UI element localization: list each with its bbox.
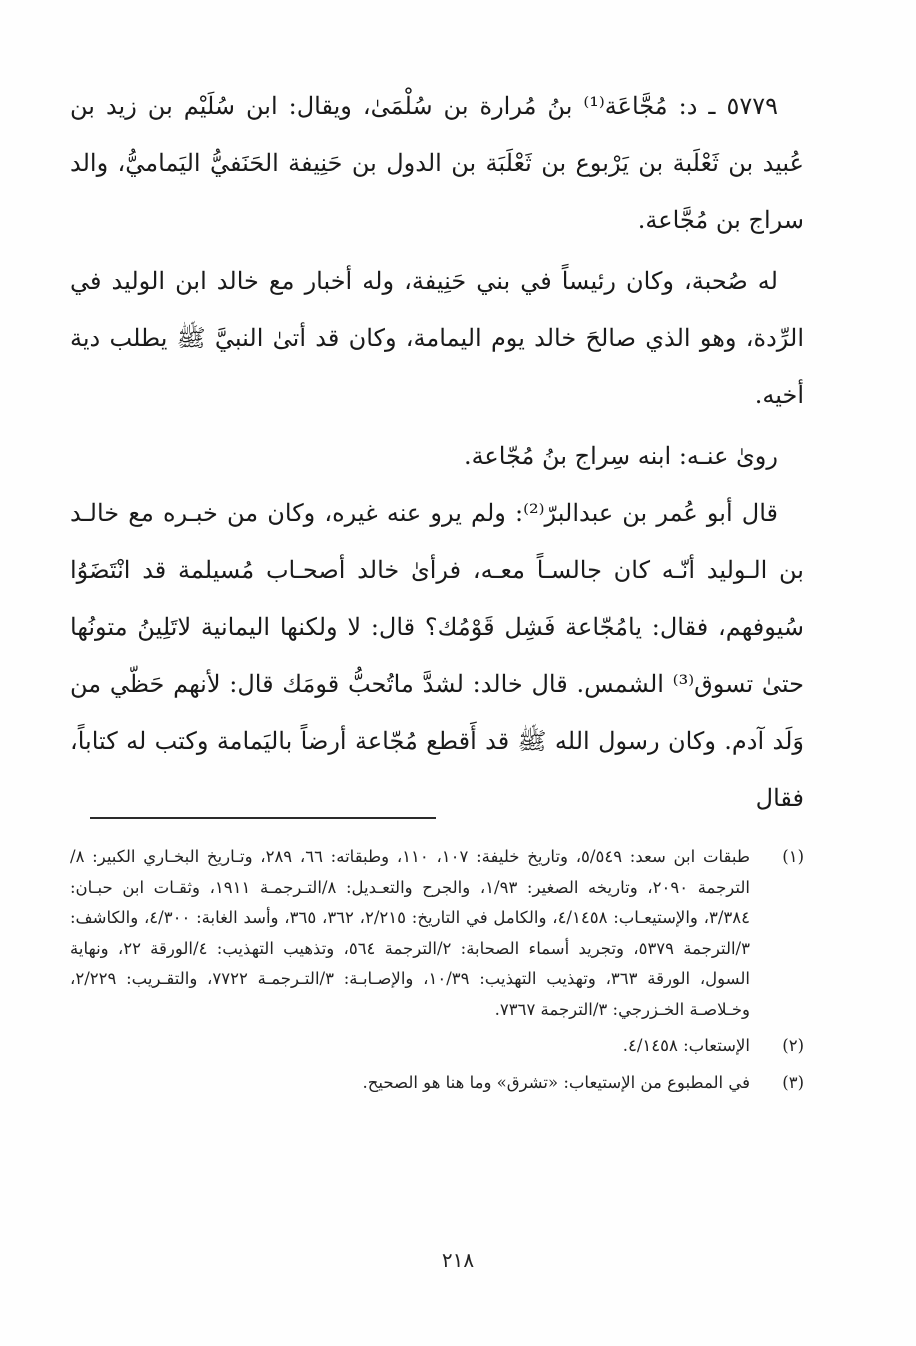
- footnote-2: [70, 1031, 804, 1062]
- footnote-divider: [90, 817, 436, 819]
- quote-paragraph: قال أبو عُمر بن عبدالبرّ⁽²⁾: ولم يرو عنه غيره، وكان من خبـره مع خالـد بن الـوليد أنّـه كان جالسـاً معـه، فرأىٰ خالد أصحـاب مُسيلمة قد انْتَضَوُا سُيوفهم، فقال: يامُجّاعة فَشِل قَوْمُك؟ قال: لا ولكنها اليمانية لاتَلِينُ متونُها حتىٰ تسوق⁽³⁾ الشمس. قال خالد: لشدَّ ماتُحبُّ قومَك قال: لأنهم حَظّي من وَلَد آدم. وكان رسول الله ﷺ قد أَقطع مُجّاعة أرضاً باليَمامة وكتب له كتاباً، فقال: [70, 499, 804, 812]
- footnote-number: (٢): [782, 1036, 804, 1055]
- footnote-1: [70, 842, 804, 1025]
- main-text: [70, 78, 804, 827]
- entry-heading-paragraph: ٥٧٧٩ ـ د: مُجَّاعَة⁽¹⁾ بنُ مُرارة بن سُلْمَىٰ، ويقال: ابن سُلَيْم بن زيد بن عُبيد بن ثَعْلَبة بن يَرْبوع بن ثَعْلَبَة بن الدول بن حَنِيفة الحَنَفيُّ اليَماميُّ، والد سراج بن مُجَّاعة.: [70, 92, 804, 234]
- footnote-text: الإستعاب: ٤/١٤٥٨.: [622, 1036, 750, 1055]
- footnote-3: [70, 1068, 804, 1099]
- narrators-paragraph: روىٰ عنـه: ابنه سِراج بنُ مُجّاعة.: [463, 442, 778, 470]
- footnotes: [70, 842, 804, 1098]
- footnote-text: طبقات ابن سعد: ٥/٥٤٩، وتاريخ خليفة: ١٠٧، ١١٠، وطبقاته: ٦٦، ٢٨٩، وتـاريخ البخـاري الكبير: ٨/الترجمة ٢٠٩٠، وتاريخه الصغير: ١/٩٣، والجرح والتعـديل: ٨/التـرجمـة ١٩١١، وثقـات ابن حبـان: ٣/٣٨٤، والإستيعـاب: ٤/١٤٥٨، والكامل في التاريخ: ٢/٢١٥، ٣٦٢، ٣٦٥، وأسد الغابة: ٤/٣٠٠، والكاشف: ٣/الترجمة ٥٣٧٩، وتجريد أسماء الصحابة: ٢/الترجمة ٥٦٤، وتذهيب التهذيب: ٤/الورقة ٢٢، ونهاية السول، الورقة ٣٦٣، وتهذيب التهذيب: ١٠/٣٩، والإصـابـة: ٣/التـرجمـة ٧٧٢٢، والتقـريب: ٢/٢٢٩، وخـلاصـة الخـزرجي: ٣/الترجمة ٧٣٦٧.: [70, 847, 750, 1019]
- footnote-number: (٣): [782, 1072, 804, 1092]
- biography-paragraph: له صُحبة، وكان رئيساً في بني حَنِيفة، وله أخبار مع خالد ابن الوليد في الرِّدة، وهو الذي صالحَ خالد يوم اليمامة، وكان قد أتىٰ النبيَّ ﷺ يطلب دية أخيه.: [70, 267, 804, 409]
- page-number: ٢١٨: [441, 1248, 475, 1272]
- footnote-text: في المطبوع من الإستيعاب: «تشرق» وما هنا هو الصحيح.: [362, 1072, 750, 1092]
- footnote-number: (١): [782, 847, 804, 866]
